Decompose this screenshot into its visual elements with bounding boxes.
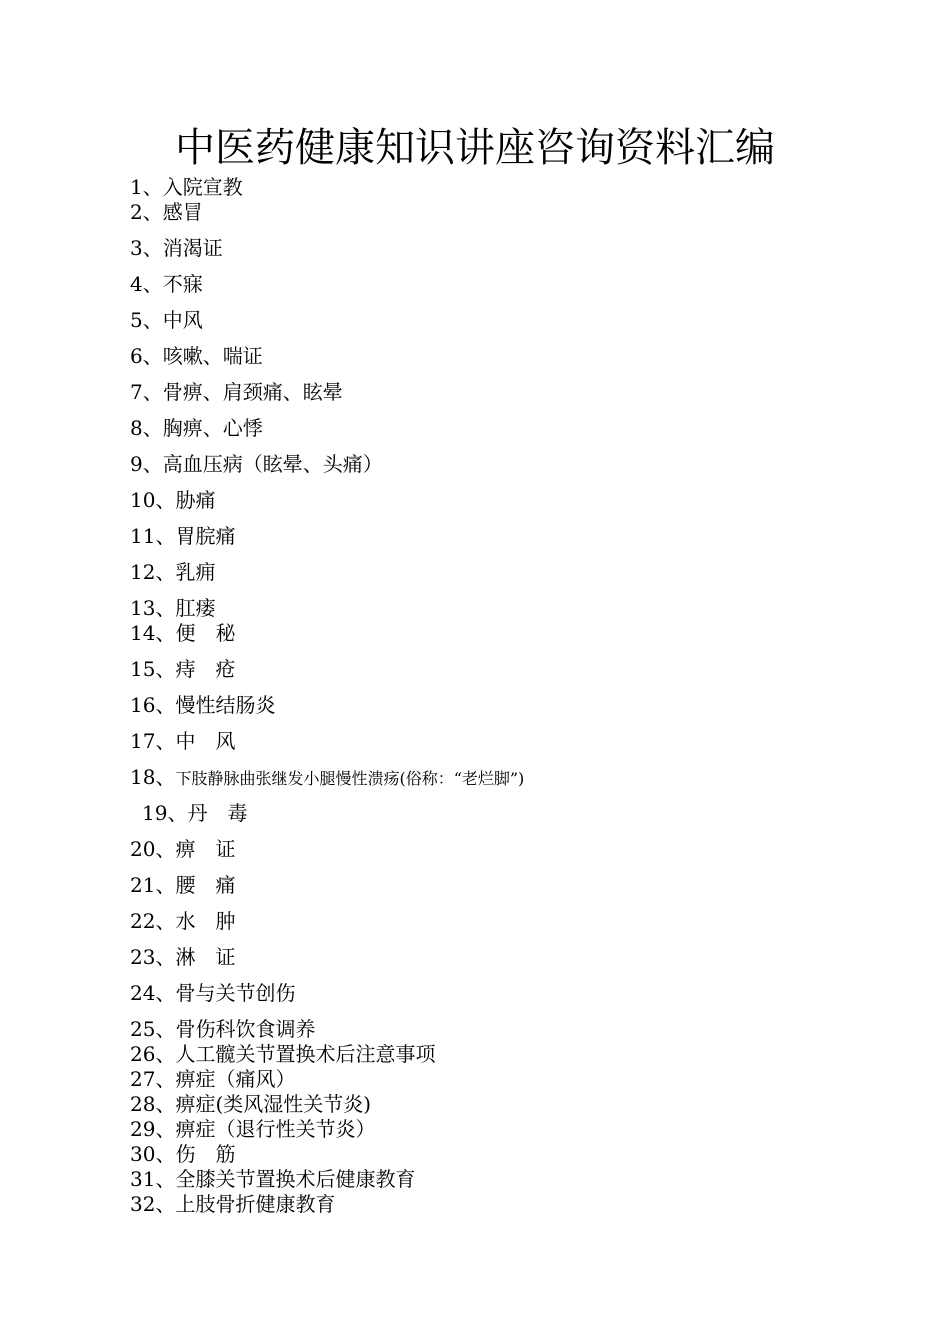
item-number: 9、: [130, 452, 163, 476]
item-text: 胸痹、心悸: [162, 416, 263, 440]
item-text: 人工髋关节置换术后注意事项: [175, 1042, 436, 1066]
list-item: [130, 1191, 335, 1217]
list-item: [130, 1066, 295, 1092]
item-text: 骨痹、肩颈痛、眩晕: [162, 380, 343, 404]
list-item: [130, 1041, 435, 1067]
item-number: 32、: [130, 1192, 176, 1216]
item-text: 伤 筋: [175, 1142, 236, 1166]
list-item: [130, 764, 524, 790]
item-number: 23、: [130, 945, 176, 969]
item-text: 痔 疮: [175, 657, 236, 681]
list-item: [130, 1166, 415, 1192]
item-text: 入院宣教: [162, 175, 243, 199]
item-number: 21、: [130, 873, 176, 897]
list-item: [130, 656, 235, 682]
item-text: 下肢静脉曲张继发小腿慢性溃疡(俗称：“老烂脚”): [175, 769, 525, 788]
item-number: 25、: [130, 1017, 176, 1041]
item-number: 28、: [130, 1092, 176, 1116]
item-number: 5、: [130, 308, 163, 332]
item-number: 11、: [130, 524, 176, 548]
item-number: 31、: [130, 1167, 176, 1191]
list-item: [130, 1116, 375, 1142]
list-item: [142, 800, 247, 826]
item-number: 29、: [130, 1117, 176, 1141]
list-item: [130, 271, 203, 297]
list-item: [130, 1091, 371, 1117]
list-item: [130, 235, 223, 261]
list-item: [130, 1141, 235, 1167]
list-item: [130, 174, 243, 200]
item-number: 20、: [130, 837, 176, 861]
item-text: 痹症(类风湿性关节炎): [175, 1092, 372, 1116]
item-text: 痹症（痛风）: [175, 1067, 296, 1091]
item-text: 肛瘘: [175, 596, 216, 620]
item-text: 感冒: [162, 200, 203, 224]
item-number: 18、: [130, 765, 176, 789]
item-text: 胁痛: [175, 488, 216, 512]
list-item: [130, 944, 235, 970]
item-text: 慢性结肠炎: [175, 693, 276, 717]
item-number: 2、: [130, 200, 163, 224]
item-text: 便 秘: [175, 621, 236, 645]
item-number: 8、: [130, 416, 163, 440]
list-item: [130, 199, 203, 225]
list-item: [130, 980, 295, 1006]
item-text: 高血压病（眩晕、头痛）: [162, 452, 383, 476]
item-number: 10、: [130, 488, 176, 512]
item-text: 全膝关节置换术后健康教育: [175, 1167, 416, 1191]
item-text: 水 肿: [175, 909, 236, 933]
item-number: 30、: [130, 1142, 176, 1166]
item-text: 丹 毒: [187, 801, 248, 825]
list-item: [130, 620, 235, 646]
list-item: [130, 559, 215, 585]
item-number: 1、: [130, 175, 163, 199]
item-number: 7、: [130, 380, 163, 404]
list-item: [130, 307, 203, 333]
list-item: [130, 343, 263, 369]
item-number: 26、: [130, 1042, 176, 1066]
item-text: 骨伤科饮食调养: [175, 1017, 316, 1041]
item-text: 消渴证: [162, 236, 223, 260]
item-text: 中 风: [175, 729, 236, 753]
item-number: 24、: [130, 981, 176, 1005]
list-item: [130, 908, 235, 934]
item-text: 不寐: [162, 272, 203, 296]
item-number: 14、: [130, 621, 176, 645]
item-number: 12、: [130, 560, 176, 584]
list-item: [130, 487, 215, 513]
item-number: 15、: [130, 657, 176, 681]
item-number: 17、: [130, 729, 176, 753]
item-number: 6、: [130, 344, 163, 368]
item-number: 19、: [142, 801, 188, 825]
item-text: 淋 证: [175, 945, 236, 969]
list-item: [130, 872, 235, 898]
item-text: 乳痈: [175, 560, 216, 584]
item-number: 13、: [130, 596, 176, 620]
item-number: 16、: [130, 693, 176, 717]
list-item: [130, 595, 215, 621]
item-text: 咳嗽、喘证: [162, 344, 263, 368]
list-item: [130, 836, 235, 862]
item-text: 中风: [162, 308, 203, 332]
list-item: [130, 728, 235, 754]
list-item: [130, 415, 263, 441]
list-item: [130, 692, 275, 718]
item-number: 4、: [130, 272, 163, 296]
document-title: 中医药健康知识讲座咨询资料汇编: [175, 125, 775, 171]
list-item: [130, 1016, 315, 1042]
list-item: [130, 379, 343, 405]
item-number: 3、: [130, 236, 163, 260]
item-text: 腰 痛: [175, 873, 236, 897]
item-number: 22、: [130, 909, 176, 933]
item-number: 27、: [130, 1067, 176, 1091]
list-item: [130, 523, 235, 549]
item-text: 胃脘痛: [175, 524, 236, 548]
list-item: [130, 451, 383, 477]
item-text: 痹症（退行性关节炎）: [175, 1117, 376, 1141]
item-text: 上肢骨折健康教育: [175, 1192, 336, 1216]
item-text: 痹 证: [175, 837, 236, 861]
item-text: 骨与关节创伤: [175, 981, 296, 1005]
